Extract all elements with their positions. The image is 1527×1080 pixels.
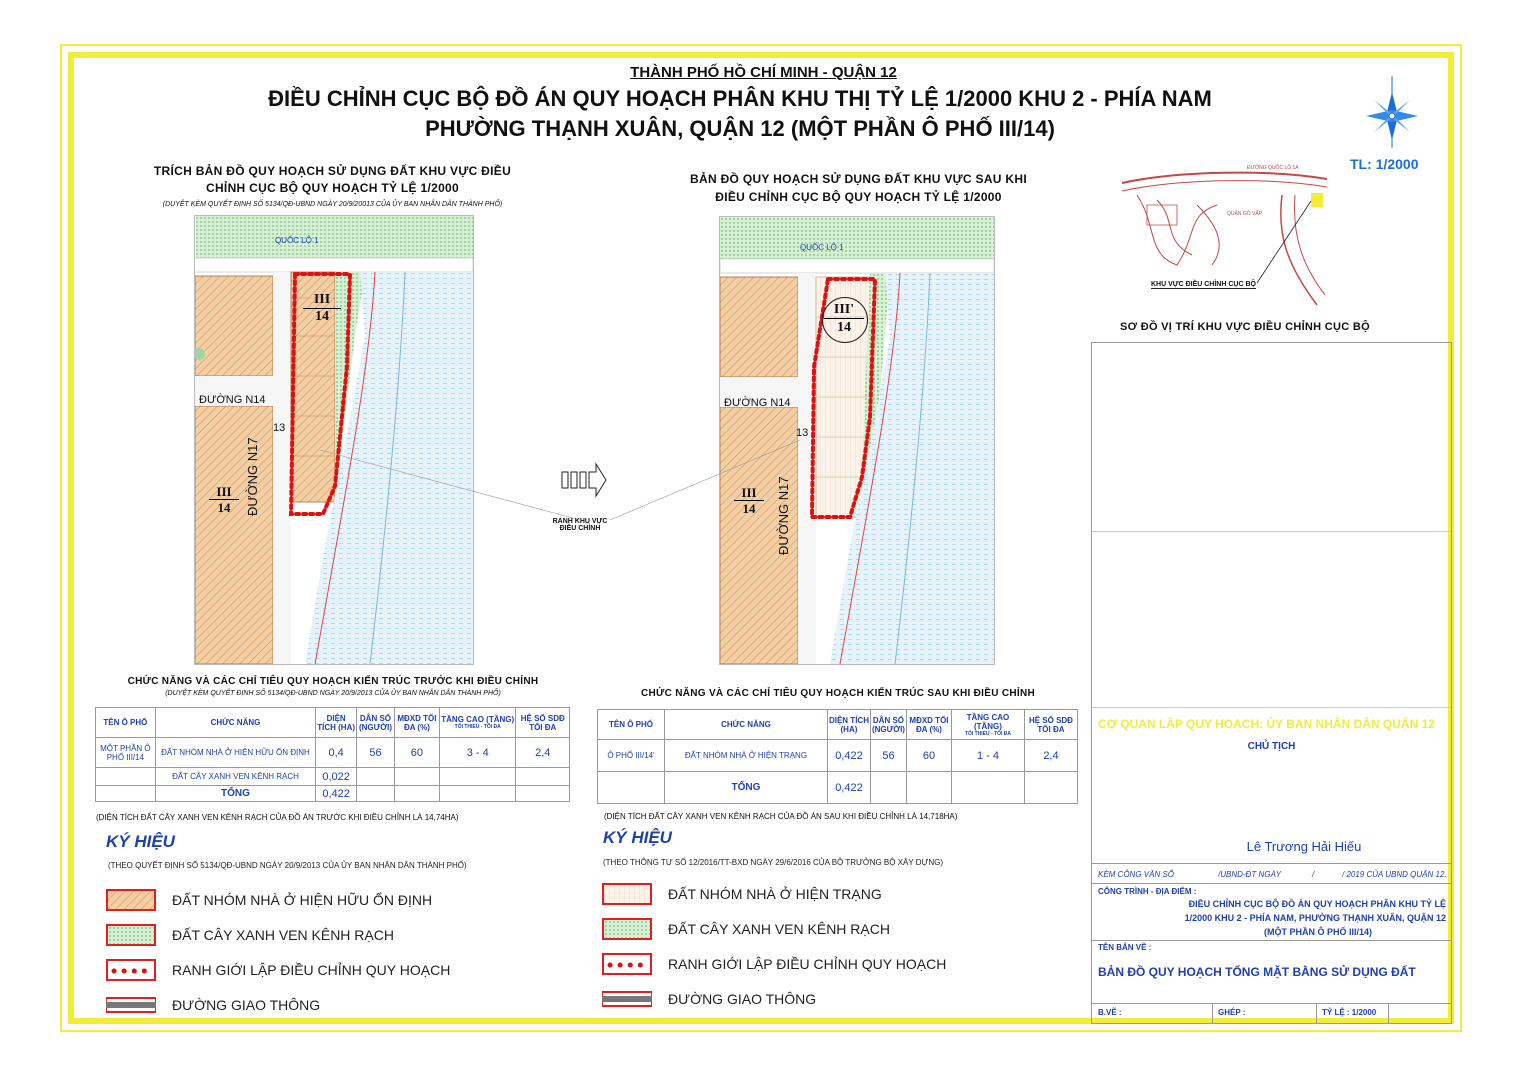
right-map-caption-2: ĐIỀU CHỈNH CỤC BỘ QUY HOẠCH TỶ LỆ 1/2000 <box>715 190 1002 204</box>
table-after-footnote: (DIỆN TÍCH ĐẤT CÂY XANH VEN KÊNH RẠCH CỦA ĐỒ ÁN SAU KHI ĐIỀU CHỈNH LÀ 14,718HA) <box>604 812 958 821</box>
north-arrow-icon <box>1356 74 1428 154</box>
th-he-so-after: HỆ SỐ SDĐ TỐI ĐA <box>1024 710 1077 740</box>
legend-left-item: RANH GIỚI LẬP ĐIỀU CHỈNH QUY HOẠCH <box>106 952 526 987</box>
legend-right-item: RANH GIỚI LẬP ĐIỀU CHỈNH QUY HOẠCH <box>602 946 1022 981</box>
main-title-line1: ĐIỀU CHỈNH CỤC BỘ ĐỒ ÁN QUY HOẠCH PHÂN KHU THỊ TỶ LỆ 1/2000 KHU 2 - PHÍA NAM <box>268 86 1212 111</box>
project-line1: ĐIỀU CHỈNH CỤC BỘ ĐỒ ÁN QUY HOẠCH PHÂN KHU TỶ LỆ <box>1188 899 1446 909</box>
left-road-n14: ĐƯỜNG N14 <box>199 394 266 406</box>
th-mdxd: MĐXD TỐI ĐA (%) <box>394 708 439 738</box>
th-tang-cao-after: TẦNG CAO (TẦNG) TỐI THIỂU - TỐI ĐA <box>951 710 1024 740</box>
swatch-pale <box>602 883 652 905</box>
th-ten: TÊN Ô PHỐ <box>96 708 156 738</box>
bve-label: B.VẼ : <box>1098 1008 1122 1017</box>
th-dan-so: DÂN SỐ (NGƯỜI) <box>357 708 395 738</box>
arrow-label: RANH KHU VỰC ĐIỀU CHỈNH <box>552 518 608 532</box>
left-block-top: III 14 <box>303 292 341 325</box>
th-dien-tich-after: DIỆN TÍCH (HA) <box>827 710 870 740</box>
legend-right-item: ĐẤT NHÓM NHÀ Ở HIỆN TRẠNG <box>602 876 1022 911</box>
right-block-bottom: III 14 <box>734 485 764 516</box>
left-road-n17: ĐƯỜNG N17 <box>245 437 260 516</box>
agency-label: CƠ QUAN LẬP QUY HOẠCH: ỦY BAN NHÂN DÂN QUẬN 12 <box>1098 717 1435 731</box>
title-block <box>1091 342 1452 1024</box>
location-caption: SƠ ĐỒ VỊ TRÍ KHU VỰC ĐIỀU CHỈNH CỤC BỘ <box>1120 321 1370 333</box>
cell-mdxd-after: 60 <box>906 740 951 772</box>
legend-right-note: (THEO THÔNG TƯ SỐ 12/2016/TT-BXD NGÀY 29/6/2016 CỦA BỘ TRƯỞNG BỘ XÂY DỰNG) <box>603 858 944 867</box>
super-title: THÀNH PHỐ HỒ CHÍ MINH - QUẬN 12 <box>630 64 897 81</box>
letter-c: / <box>1312 870 1315 879</box>
left-dim-label: 13 <box>273 422 286 434</box>
ghep-label: GHÉP : <box>1218 1008 1246 1017</box>
table-before-footnote: (DIỆN TÍCH ĐẤT CÂY XANH VEN KÊNH RẠCH CỦA ĐỒ ÁN TRƯỚC KHI ĐIỀU CHỈNH LÀ 14,74HA) <box>96 813 459 822</box>
drawing-name: BẢN ĐỒ QUY HOẠCH TỔNG MẶT BẰNG SỬ DỤNG ĐẤT <box>1098 965 1416 979</box>
cell-ten-after: Ô PHỐ III/14' <box>598 740 665 772</box>
cell-dan-so: 56 <box>357 738 395 768</box>
table-before-note: (DUYỆT KÈM QUYẾT ĐỊNH SỐ 5134/QĐ-UBND NGÀY 20/9/2013 CỦA ỦY BAN NHÂN DÂN THÀNH PHỐ) <box>165 690 501 697</box>
project-line3: (MỘT PHẦN Ô PHỐ III/14) <box>1263 927 1372 937</box>
legend-left-title: KÝ HIỆU <box>106 832 175 851</box>
table-after-title: CHỨC NĂNG VÀ CÁC CHỈ TIÊU QUY HOẠCH KIẾN TRÚC SAU KHI ĐIỀU CHỈNH <box>641 688 1035 699</box>
swatch-green <box>106 924 156 946</box>
cell-ten: MỘT PHẦN Ô PHỐ III/14 <box>96 738 156 768</box>
legend-right <box>602 876 1022 1016</box>
swatch-road <box>106 994 156 1016</box>
project-line2: 1/2000 KHU 2 - PHÍA NAM, PHƯỜNG THẠNH XUÂN, QUẬN 12 <box>1184 913 1446 923</box>
cell-total-label-after: TỔNG <box>664 772 827 804</box>
swatch-green <box>602 918 652 940</box>
main-title-line2: PHƯỜNG THẠNH XUÂN, QUẬN 12 (MỘT PHẦN Ô PHỐ III/14) <box>425 116 1055 141</box>
swatch-road <box>602 988 652 1010</box>
swatch-boundary <box>106 959 156 981</box>
letter-d: / 2019 CỦA UBND QUẬN 12. <box>1342 870 1447 879</box>
left-map-note: (DUYỆT KÈM QUYẾT ĐỊNH SỐ 5134/QĐ-UBND NGÀY 20/9/20013 CỦA ỦY BAN NHÂN DÂN THÀNH PHỐ) <box>162 201 503 208</box>
left-map-caption-2: CHỈNH CỤC BỘ QUY HOẠCH TỶ LỆ 1/2000 <box>206 181 459 195</box>
right-block-top: III' 14 <box>824 301 864 336</box>
legend-left-note: (THEO QUYẾT ĐỊNH SỐ 5134/QĐ-UBND NGÀY 20/9/2013 CỦA ỦY BAN NHÂN DÂN THÀNH PHỐ) <box>108 861 467 870</box>
left-map-caption-1: TRÍCH BẢN ĐỒ QUY HOẠCH SỬ DỤNG ĐẤT KHU VỰC ĐIỀU <box>153 164 512 178</box>
legend-left <box>106 882 526 1022</box>
cell-tang-cao: 3 - 4 <box>439 738 516 768</box>
cell-mdxd: 60 <box>394 738 439 768</box>
th-he-so: HỆ SỐ SDĐ TỐI ĐA <box>516 708 570 738</box>
th-ten-after: TÊN Ô PHỐ <box>598 710 665 740</box>
cell-tang-cao-after: 1 - 4 <box>951 740 1024 772</box>
cell-dien-tich-2: 0,022 <box>316 768 357 786</box>
legend-right-title: KÝ HIỆU <box>603 828 672 847</box>
drawing-label: TÊN BẢN VẼ : <box>1098 943 1152 952</box>
cell-he-so: 2,4 <box>516 738 570 768</box>
cell-chuc-nang: ĐẤT NHÓM NHÀ Ở HIỆN HỮU ỔN ĐỊNH <box>155 738 315 768</box>
scale-label: TL: 1/2000 <box>1350 156 1419 172</box>
right-dim-label: 13 <box>796 427 809 439</box>
right-road-top: QUỐC LỘ 1 <box>800 243 844 252</box>
th-dan-so-after: DÂN SỐ (NGƯỜI) <box>870 710 906 740</box>
letter-b: /UBND-ĐT NGÀY <box>1218 870 1282 879</box>
cell-dien-tich-after: 0,422 <box>827 740 870 772</box>
right-road-n14: ĐƯỜNG N14 <box>724 397 791 409</box>
role-label: CHỦ TỊCH <box>1247 741 1296 752</box>
legend-left-item: ĐẤT CÂY XANH VEN KÊNH RẠCH <box>106 917 526 952</box>
location-map <box>1117 165 1332 315</box>
swatch-boundary <box>602 953 652 975</box>
letter-a: KÈM CÔNG VĂN SỐ <box>1098 870 1175 879</box>
legend-left-item: ĐẤT NHÓM NHÀ Ở HIỆN HỮU ỔN ĐỊNH <box>106 882 526 917</box>
location-road: ĐƯỜNG QUỐC LỘ 1A <box>1247 165 1299 171</box>
right-map-caption-1: BẢN ĐỒ QUY HOẠCH SỬ DỤNG ĐẤT KHU VỰC SAU KHI <box>690 172 1027 186</box>
location-callout: KHU VỰC ĐIỀU CHỈNH CỤC BỘ <box>1151 281 1256 288</box>
legend-left-item: ĐƯỜNG GIAO THÔNG <box>106 987 526 1022</box>
th-dien-tich: DIỆN TÍCH (HA) <box>316 708 357 738</box>
legend-right-item: ĐƯỜNG GIAO THÔNG <box>602 981 1022 1016</box>
table-before-title: CHỨC NĂNG VÀ CÁC CHỈ TIÊU QUY HOẠCH KIẾN TRÚC TRƯỚC KHI ĐIỀU CHỈNH <box>127 676 539 687</box>
cell-total-value-after: 0,422 <box>827 772 870 804</box>
left-block-bottom: III 14 <box>209 484 239 515</box>
location-district: QUẬN GÒ VẤP <box>1227 211 1263 217</box>
cell-he-so-after: 2,4 <box>1024 740 1077 772</box>
left-road-top: QUỐC LỘ 1 <box>275 236 319 245</box>
cell-dan-so-after: 56 <box>870 740 906 772</box>
cell-dien-tich: 0,4 <box>316 738 357 768</box>
cell-total-value: 0,422 <box>316 786 357 802</box>
swatch-hatch <box>106 889 156 911</box>
table-before <box>95 707 570 802</box>
arrow-right-icon <box>560 462 608 498</box>
cell-total-label: TỔNG <box>155 786 315 802</box>
th-chuc-nang: CHỨC NĂNG <box>155 708 315 738</box>
right-road-n17: ĐƯỜNG N17 <box>776 476 791 555</box>
th-chuc-nang-after: CHỨC NĂNG <box>664 710 827 740</box>
project-label: CÔNG TRÌNH - ĐỊA ĐIỂM : <box>1098 887 1197 896</box>
tyle-label: TỶ LỆ : 1/2000 <box>1322 1008 1377 1017</box>
th-mdxd-after: MĐXD TỐI ĐA (%) <box>906 710 951 740</box>
th-tang-cao: TẦNG CAO (TẦNG) TỐI THIỂU - TỐI ĐA <box>439 708 516 738</box>
cell-chuc-nang-2: ĐẤT CÂY XANH VEN KÊNH RẠCH <box>155 768 315 786</box>
legend-right-item: ĐẤT CÂY XANH VEN KÊNH RẠCH <box>602 911 1022 946</box>
table-after <box>597 709 1078 804</box>
cell-chuc-nang-after: ĐẤT NHÓM NHÀ Ở HIỆN TRẠNG <box>664 740 827 772</box>
signer-name: Lê Trương Hải Hiếu <box>1246 839 1362 854</box>
